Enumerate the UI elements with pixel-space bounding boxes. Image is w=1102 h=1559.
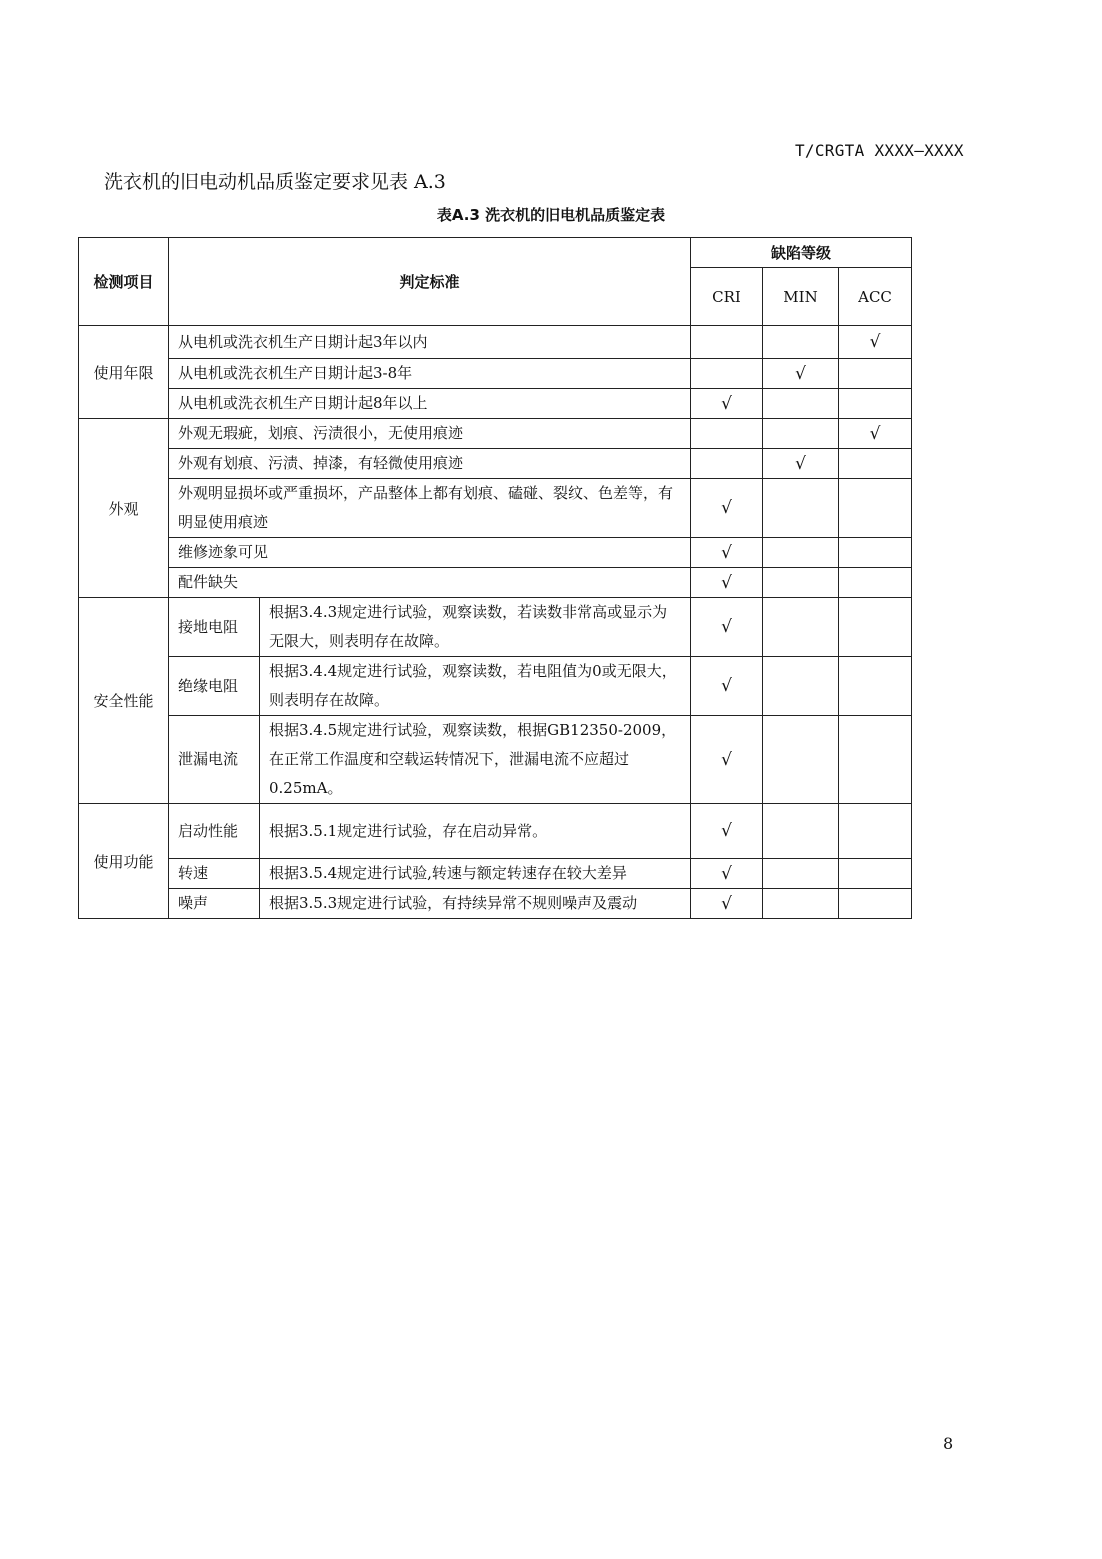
min-check-mark: √ xyxy=(763,449,839,479)
header-min: MIN xyxy=(763,268,839,326)
acc-check-mark: √ xyxy=(839,419,912,449)
criterion-cell: 根据3.5.4规定进行试验,转速与额定转速存在较大差异 xyxy=(260,859,691,889)
group-label-safety: 安全性能 xyxy=(79,598,169,804)
criterion-cell: 配件缺失 xyxy=(169,568,691,598)
criterion-cell: 从电机或洗衣机生产日期计起3年以内 xyxy=(169,326,691,359)
table-row xyxy=(79,479,912,538)
acc-cell xyxy=(839,598,912,657)
table-row xyxy=(79,326,912,359)
min-cell xyxy=(763,538,839,568)
min-cell xyxy=(763,568,839,598)
min-cell xyxy=(763,889,839,919)
cri-check-mark: √ xyxy=(691,389,763,419)
cri-cell xyxy=(691,326,763,359)
group-label-years: 使用年限 xyxy=(79,326,169,419)
cri-check-mark: √ xyxy=(691,716,763,804)
cri-check-mark: √ xyxy=(691,889,763,919)
min-cell xyxy=(763,716,839,804)
header-criteria: 判定标准 xyxy=(169,238,691,326)
header-item: 检测项目 xyxy=(79,238,169,326)
cri-check-mark: √ xyxy=(691,804,763,859)
table-row xyxy=(79,657,912,716)
group-label-appearance: 外观 xyxy=(79,419,169,598)
acc-cell xyxy=(839,657,912,716)
acc-cell xyxy=(839,359,912,389)
min-cell xyxy=(763,657,839,716)
criterion-cell: 外观明显损坏或严重损坏，产品整体上都有划痕、磕碰、裂纹、色差等，有明显使用痕迹 xyxy=(169,479,691,538)
criterion-cell: 根据3.4.4规定进行试验，观察读数，若电阻值为0或无限大，则表明存在故障。 xyxy=(260,657,691,716)
document-code: T/CRGTA XXXX—XXXX xyxy=(795,141,964,160)
table-row xyxy=(79,359,912,389)
acc-cell xyxy=(839,889,912,919)
header-grade-group: 缺陷等级 xyxy=(691,238,912,268)
sub-item-cell: 绝缘电阻 xyxy=(169,657,260,716)
cri-cell xyxy=(691,449,763,479)
table-row xyxy=(79,716,912,804)
acc-check-mark: √ xyxy=(839,326,912,359)
acc-cell xyxy=(839,389,912,419)
criterion-cell: 根据3.4.3规定进行试验，观察读数，若读数非常高或显示为无限大，则表明存在故障。 xyxy=(260,598,691,657)
criterion-cell: 根据3.5.3规定进行试验，有持续异常不规则噪声及震动 xyxy=(260,889,691,919)
acc-cell xyxy=(839,568,912,598)
cri-cell xyxy=(691,359,763,389)
min-cell xyxy=(763,389,839,419)
cri-check-mark: √ xyxy=(691,479,763,538)
cri-cell xyxy=(691,419,763,449)
sub-item-cell: 接地电阻 xyxy=(169,598,260,657)
table-row xyxy=(79,419,912,449)
sub-item-cell: 噪声 xyxy=(169,889,260,919)
acc-cell xyxy=(839,716,912,804)
table-row xyxy=(79,568,912,598)
page-number: 8 xyxy=(943,1434,954,1453)
sub-item-cell: 泄漏电流 xyxy=(169,716,260,804)
sub-item-cell: 启动性能 xyxy=(169,804,260,859)
criterion-cell: 外观有划痕、污渍、掉漆，有轻微使用痕迹 xyxy=(169,449,691,479)
table-row xyxy=(79,389,912,419)
min-cell xyxy=(763,804,839,859)
criterion-cell: 维修迹象可见 xyxy=(169,538,691,568)
acc-cell xyxy=(839,449,912,479)
header-cri: CRI xyxy=(691,268,763,326)
min-cell xyxy=(763,419,839,449)
min-cell xyxy=(763,598,839,657)
min-cell xyxy=(763,859,839,889)
table-row xyxy=(79,859,912,889)
min-cell xyxy=(763,326,839,359)
criterion-cell: 从电机或洗衣机生产日期计起3-8年 xyxy=(169,359,691,389)
table-row xyxy=(79,538,912,568)
cri-check-mark: √ xyxy=(691,657,763,716)
header-row xyxy=(79,238,912,268)
min-cell xyxy=(763,479,839,538)
min-check-mark: √ xyxy=(763,359,839,389)
acc-cell xyxy=(839,538,912,568)
table-row xyxy=(79,598,912,657)
criterion-cell: 根据3.5.1规定进行试验，存在启动异常。 xyxy=(260,804,691,859)
criterion-cell: 外观无瑕疵，划痕、污渍很小，无使用痕迹 xyxy=(169,419,691,449)
header-acc: ACC xyxy=(839,268,912,326)
table-row xyxy=(79,889,912,919)
table-row xyxy=(79,804,912,859)
acc-cell xyxy=(839,859,912,889)
criterion-cell: 根据3.4.5规定进行试验，观察读数，根据GB12350-2009，在正常工作温度和空载运转情况下，泄漏电流不应超过0.25mA。 xyxy=(260,716,691,804)
cri-check-mark: √ xyxy=(691,568,763,598)
group-label-function: 使用功能 xyxy=(79,804,169,919)
quality-grade-table xyxy=(78,237,912,919)
sub-item-cell: 转速 xyxy=(169,859,260,889)
criterion-cell: 从电机或洗衣机生产日期计起8年以上 xyxy=(169,389,691,419)
cri-check-mark: √ xyxy=(691,538,763,568)
table-caption: 表A.3 洗衣机的旧电机品质鉴定表 xyxy=(436,206,666,224)
table-row xyxy=(79,449,912,479)
acc-cell xyxy=(839,479,912,538)
acc-cell xyxy=(839,804,912,859)
intro-paragraph: 洗衣机的旧电动机品质鉴定要求见表 A.3 xyxy=(104,171,446,193)
cri-check-mark: √ xyxy=(691,598,763,657)
cri-check-mark: √ xyxy=(691,859,763,889)
